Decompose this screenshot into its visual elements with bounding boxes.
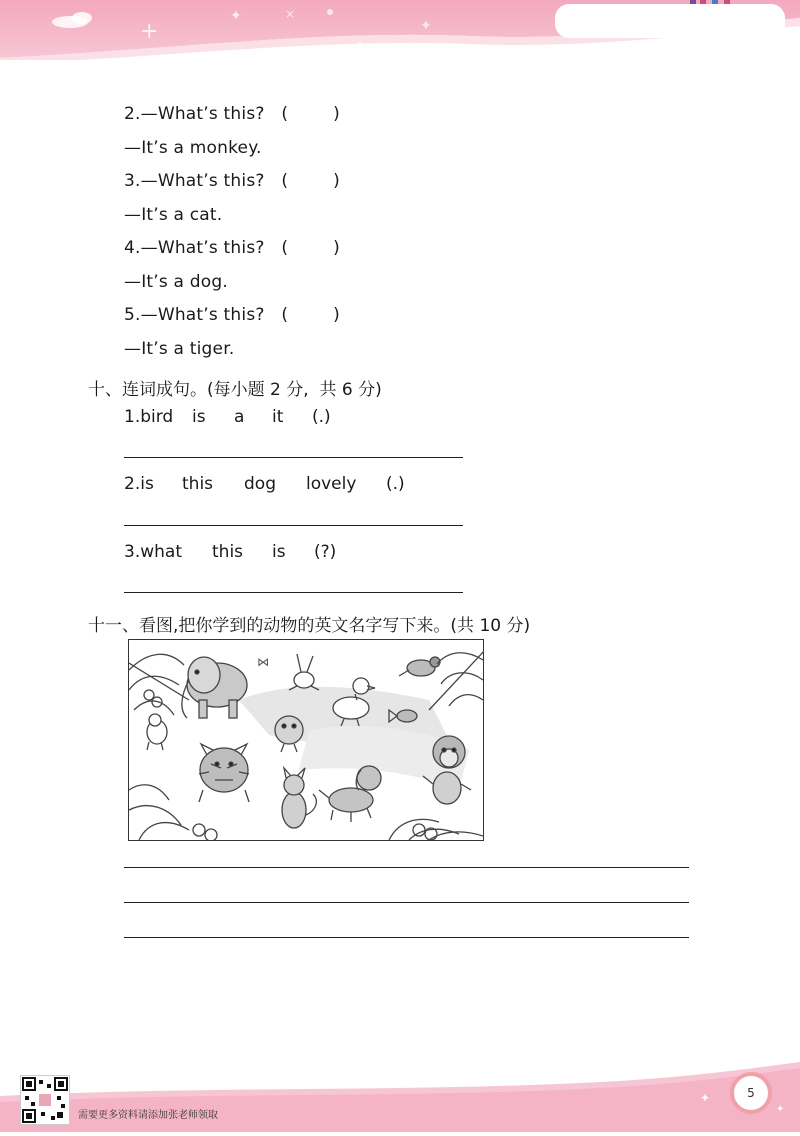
- word: lovely: [306, 474, 357, 494]
- scramble-1: [124, 407, 331, 427]
- answer-4: —It’s a dog.: [124, 272, 228, 292]
- answer-line-2[interactable]: [124, 525, 463, 526]
- svg-text:×: ×: [285, 7, 296, 21]
- word: is: [192, 407, 206, 427]
- word: dog: [244, 474, 276, 494]
- tiger-icon: [199, 744, 249, 802]
- header-banner: [0, 0, 800, 60]
- answer-line-1[interactable]: [124, 457, 463, 458]
- answer-5: —It’s a tiger.: [124, 339, 235, 359]
- word: 3.what: [124, 542, 182, 562]
- palm-bottom-right-icon: [389, 819, 483, 840]
- word: is: [272, 542, 286, 562]
- scramble-2: [124, 474, 405, 494]
- word: this: [182, 474, 214, 494]
- footer-note: 需要更多资料请添加张老师领取: [78, 1110, 218, 1121]
- answer-3: —It’s a cat.: [124, 205, 223, 225]
- bird-icon: [399, 657, 440, 676]
- elephant-icon: [182, 657, 247, 718]
- svg-text:✦: ✦: [230, 8, 242, 24]
- section-11-title: 十一、看图,把你学到的动物的英文名字写下来。(共 10 分): [88, 616, 531, 636]
- word: 1.bird: [124, 407, 174, 427]
- palm-left-icon: [129, 654, 189, 715]
- word: this: [212, 542, 244, 562]
- word: (.): [312, 407, 331, 427]
- svg-text:✦: ✦: [420, 18, 432, 34]
- question-3: 3.—What’s this? ( ): [124, 171, 340, 191]
- footer-banner: [0, 1062, 800, 1132]
- svg-text:+: +: [140, 19, 159, 44]
- word: it: [272, 407, 284, 427]
- cat-icon: [282, 768, 316, 828]
- write-line-1[interactable]: [124, 867, 689, 868]
- svg-text:✦: ✦: [700, 1091, 711, 1105]
- question-4: 4.—What’s this? ( ): [124, 238, 340, 258]
- word: (.): [386, 474, 405, 494]
- chick-icon: [147, 714, 167, 750]
- word: 2.is: [124, 474, 154, 494]
- svg-text:✦: ✦: [776, 1104, 785, 1115]
- palm-bottom-left-icon: [129, 785, 217, 840]
- question-5: 5.—What’s this? ( ): [124, 305, 340, 325]
- round-bird-icon: [275, 716, 303, 752]
- qr-code-icon: [20, 1075, 70, 1125]
- section-10-title: 十、连词成句。(每小题 2 分, 共 6 分): [88, 380, 382, 400]
- write-line-3[interactable]: [124, 937, 689, 938]
- answer-2: —It’s a monkey.: [124, 138, 262, 158]
- word: a: [234, 407, 245, 427]
- word: (?): [314, 542, 337, 562]
- scramble-3: [124, 542, 336, 562]
- question-2: 2.—What’s this? ( ): [124, 104, 340, 124]
- page-number: 5: [730, 1072, 772, 1114]
- dog-icon: [319, 766, 381, 822]
- svg-text:⋈: ⋈: [257, 655, 269, 669]
- write-line-2[interactable]: [124, 902, 689, 903]
- animals-illustration: [128, 639, 484, 841]
- rabbit-icon: [289, 654, 319, 690]
- answer-line-3[interactable]: [124, 592, 463, 593]
